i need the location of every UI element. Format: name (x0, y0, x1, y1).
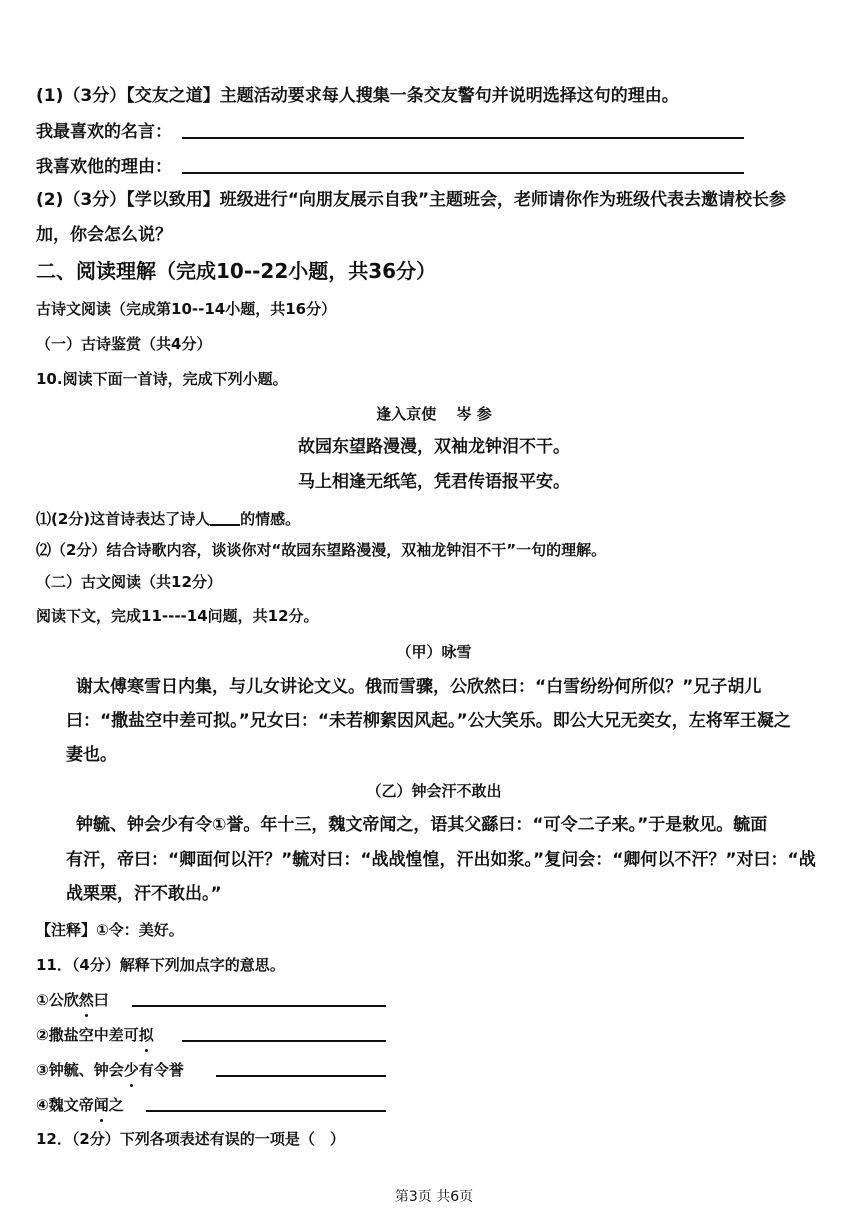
q11-item4-blank[interactable] (146, 1110, 386, 1112)
page-number: 第3页 共6页 (394, 1189, 474, 1205)
q11-item2-blank[interactable] (182, 1040, 386, 1042)
q11-item1-pre: ①公欣 (36, 991, 79, 1009)
q11-item2-dotted-char: 拟 (139, 1023, 154, 1047)
q11-title: 11．（4分）解释下列加点字的意思。 (36, 956, 285, 974)
prose-heading: （二）古文阅读（共12分） (36, 573, 222, 591)
poem-line2: 马上相逢无纸笔，凭君传语报平安。 (298, 472, 570, 492)
passage-jia-line3: 妻也。 (66, 745, 117, 765)
favorite-quote-blank[interactable] (182, 137, 744, 139)
q10-heading: 10.阅读下面一首诗，完成下列小题。 (36, 370, 288, 388)
q10-sub1-after: 的情感。 (240, 510, 301, 528)
passage-yi-line2: 有汗，帝曰：“卿面何以汗？”毓对曰：“战战惶惶，汗出如浆。”复问会：“卿何以不汗？”对曰：“战 (66, 850, 816, 870)
poem-line1: 故园东望路漫漫，双袖龙钟泪不干。 (298, 437, 570, 457)
passage-jia-line2: 曰：“撒盐空中差可拟。”兄女曰：“未若柳絮因风起。”公大笑乐。即公大兄无奕女，左将军王凝之 (66, 711, 791, 731)
passage-yi-line3: 战栗栗，汗不敢出。” (66, 884, 222, 904)
q11-item4 (36, 1093, 124, 1117)
poetry-heading: （一）古诗鉴赏（共4分） (36, 335, 212, 353)
q11-item1-blank[interactable] (132, 1005, 386, 1007)
q10-sub1-blank[interactable] (210, 506, 240, 526)
reason-label: 我喜欢他的理由： (36, 157, 172, 177)
q11-item4-pre: ④魏文帝 (36, 1096, 94, 1114)
favorite-quote-label: 我最喜欢的名言： (36, 122, 172, 142)
q10-sub2: ⑵（2分）结合诗歌内容，谈谈你对“故园东望路漫漫，双袖龙钟泪不干”一句的理解。 (36, 541, 607, 559)
q11-item3-pre: ③钟毓、钟会 (36, 1061, 124, 1079)
passage-jia-line1: 谢太傅寒雪日内集，与儿女讲论文义。俄而雪骤，公欣然曰：“白雪纷纷何所似？”兄子胡儿 (76, 677, 762, 697)
q11-item3-post: 有令誉 (138, 1061, 184, 1079)
section2-title: 二、阅读理解（完成10--22小题，共36分） (36, 259, 437, 283)
q11-item1 (36, 988, 109, 1012)
q11-item4-dotted-char: 闻 (94, 1093, 109, 1117)
passage-yi-title: （乙）钟会汗不敢出 (366, 782, 502, 800)
q11-item3-blank[interactable] (216, 1075, 386, 1077)
q11-item4-post: 之 (108, 1096, 124, 1114)
q2-line1: (2)（3分）【学以致用】班级进行“向朋友展示自我”主题班会，老师请你作为班级代表去邀请校长参 (36, 190, 787, 210)
poem-title: 逢入京使 岑 参 (376, 405, 492, 423)
q11-item3 (36, 1058, 184, 1082)
q11-item2-pre: ②撒盐空中差可 (36, 1026, 139, 1044)
q10-sub1-before: ⑴(2分)这首诗表达了诗人 (36, 510, 211, 528)
q1-prompt: (1)（3分）【交友之道】主题活动要求每人搜集一条交友警句并说明选择这句的理由。 (36, 86, 679, 106)
passage-jia-title: （甲）咏雪 (396, 643, 472, 661)
prose-instruction: 阅读下文，完成11----14问题，共12分。 (36, 607, 319, 625)
annotation: 【注释】①令：美好。 (36, 921, 184, 939)
q11-item3-dotted-char: 少 (124, 1058, 139, 1082)
q11-item1-dotted-char: 然 (79, 988, 94, 1012)
q11-item1-post: 曰 (93, 991, 109, 1009)
classical-heading: 古诗文阅读（完成第10--14小题，共16分） (36, 300, 337, 318)
q12-title: 12．（2分）下列各项表述有误的一项是（ ） (36, 1130, 345, 1148)
q10-sub1 (36, 506, 300, 531)
q2-line2: 加，你会怎么说？ (36, 225, 172, 245)
passage-yi-line1: 钟毓、钟会少有令①誉。年十三，魏文帝闻之，语其父繇曰：“可令二子来。”于是敕见。毓面 (76, 815, 768, 835)
q11-item2 (36, 1023, 154, 1047)
reason-blank[interactable] (182, 172, 744, 174)
